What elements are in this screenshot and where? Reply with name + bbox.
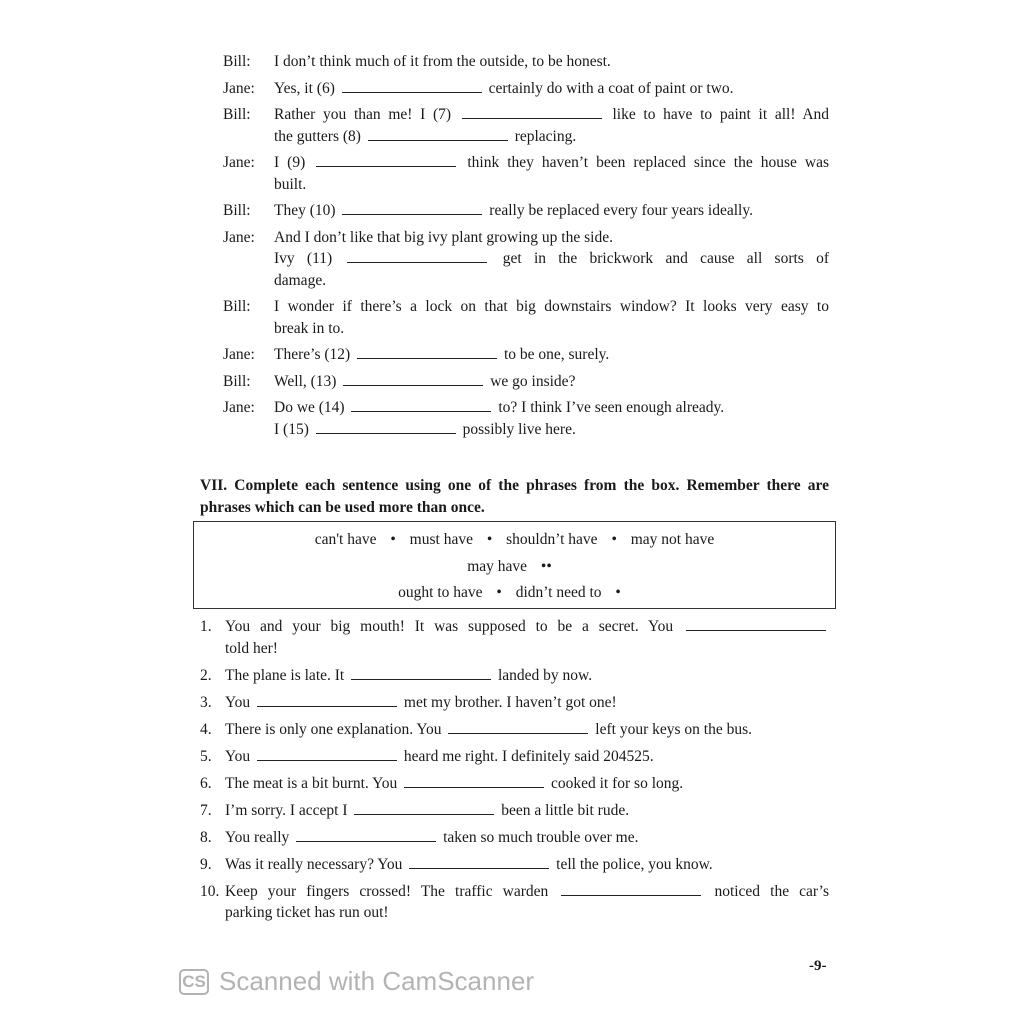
dialogue-text	[274, 51, 829, 73]
line-text: Was it really necessary? You	[225, 855, 403, 873]
speaker-name: Jane:	[223, 399, 255, 416]
line-text: Well, (13)	[274, 372, 337, 390]
item-text	[225, 665, 829, 687]
bullet: •	[496, 584, 502, 601]
line-text: I (15)	[274, 420, 309, 438]
bullet: •	[390, 531, 396, 548]
dialogue-entry	[223, 296, 829, 339]
speaker-name: Bill:	[223, 106, 251, 123]
item-number: 9.	[200, 855, 212, 873]
answer-blank[interactable]	[343, 373, 483, 386]
item-text	[225, 692, 829, 714]
bullet: ••	[540, 557, 552, 575]
line-text: like to have to paint it all! And	[612, 106, 830, 123]
speaker-name: Bill:	[223, 202, 251, 219]
dialogue-entry	[223, 200, 829, 222]
text-line	[274, 419, 829, 441]
answer-blank[interactable]	[409, 856, 549, 869]
line-text: the gutters (8)	[274, 127, 361, 145]
text-line	[274, 126, 829, 148]
dialogue-entry	[223, 78, 829, 100]
line-text: break in to.	[274, 319, 345, 337]
line-text: think they haven’t been replaced since the house was	[467, 154, 830, 171]
line-text: Keep your fingers crossed! The traffic warden	[225, 882, 549, 900]
text-line	[274, 397, 829, 419]
line-text: There’s (12)	[274, 346, 351, 363]
answer-blank[interactable]	[686, 618, 826, 631]
text-line	[274, 227, 829, 249]
text-line	[274, 174, 829, 196]
item-text	[225, 746, 829, 768]
speaker-name: Jane:	[223, 346, 255, 363]
line-text: told her!	[225, 639, 278, 657]
dialogue-entry	[223, 344, 829, 366]
text-line	[225, 773, 829, 795]
speaker-name: Bill:	[223, 372, 251, 390]
bullet: •	[615, 584, 621, 601]
answer-blank[interactable]	[257, 748, 397, 761]
text-line	[225, 827, 829, 849]
answer-blank[interactable]	[316, 421, 456, 434]
line-text: tell the police, you know.	[556, 855, 713, 873]
item-text	[225, 719, 829, 741]
answer-blank[interactable]	[404, 775, 544, 788]
item-number: 6.	[200, 774, 212, 792]
dialogue-text	[274, 78, 829, 100]
dialogue-text	[274, 152, 829, 195]
phrase-row	[194, 580, 835, 607]
line-text: taken so much trouble over me.	[443, 828, 639, 846]
text-line	[274, 51, 829, 73]
exercise-items	[200, 616, 829, 929]
answer-blank[interactable]	[347, 250, 487, 263]
dialogue	[223, 51, 829, 445]
text-line	[274, 78, 829, 100]
line-text: to be one, surely.	[503, 346, 610, 363]
dialogue-entry	[223, 227, 829, 292]
dialogue-text	[274, 371, 829, 393]
answer-blank[interactable]	[316, 154, 456, 167]
dialogue-entry	[223, 104, 829, 147]
speaker-name: Jane:	[223, 79, 255, 97]
exercise-item	[200, 827, 829, 849]
phrase-row	[194, 554, 835, 581]
exercise-item	[200, 773, 829, 795]
dialogue-text	[274, 104, 829, 147]
line-text: You and your big mouth! It was supposed to be a secret. You	[225, 618, 674, 635]
item-number: 1.	[200, 618, 212, 635]
exercise-item	[200, 854, 829, 876]
phrase-row	[194, 527, 835, 554]
line-text: replacing.	[514, 127, 577, 145]
line-text: really be replaced every four years ideally.	[489, 202, 753, 219]
text-line	[274, 200, 829, 222]
dialogue-entry	[223, 152, 829, 195]
bullet: •	[611, 531, 617, 548]
watermark-text: Scanned with CamScanner	[219, 966, 535, 996]
answer-blank[interactable]	[342, 80, 482, 93]
dialogue-text	[274, 200, 829, 222]
line-text: I don’t think much of it from the outside, to be honest.	[274, 53, 611, 70]
exercise-item	[200, 881, 829, 924]
text-line	[274, 104, 829, 126]
line-text: I (9)	[274, 154, 306, 171]
phrase-option: can't have	[314, 531, 377, 548]
item-number: 2.	[200, 666, 212, 684]
dialogue-text	[274, 296, 829, 339]
exercise-item	[200, 692, 829, 714]
item-number: 3.	[200, 693, 212, 711]
phrase-option: must have	[409, 531, 473, 548]
phrase-option: shouldn’t have	[506, 531, 598, 548]
answer-blank[interactable]	[351, 667, 491, 680]
line-text: we go inside?	[490, 372, 576, 390]
text-line	[225, 692, 829, 714]
answer-blank[interactable]	[296, 829, 436, 842]
answer-blank[interactable]	[342, 202, 482, 215]
text-line	[274, 371, 829, 393]
phrase-option: may have	[467, 557, 528, 575]
item-text	[225, 881, 829, 924]
text-line	[225, 665, 829, 687]
line-text: left your keys on the bus.	[595, 720, 752, 738]
text-line	[274, 318, 829, 340]
line-text: cooked it for so long.	[550, 774, 684, 792]
line-text: The plane is late. It	[225, 666, 345, 684]
line-text: I’m sorry. I accept I	[225, 801, 348, 819]
line-text: damage.	[274, 271, 327, 289]
text-line	[225, 719, 829, 741]
phrase-box	[193, 521, 836, 609]
item-text	[225, 827, 829, 849]
answer-blank[interactable]	[257, 694, 397, 707]
line-text: heard me right. I definitely said 204525.	[403, 747, 654, 765]
page-number: -9-	[809, 958, 827, 974]
line-text: You	[225, 747, 251, 765]
speaker-name: Bill:	[223, 298, 251, 315]
item-number: 4.	[200, 720, 212, 738]
exercise-item	[200, 665, 829, 687]
line-text: There is only one explanation. You	[225, 720, 442, 738]
text-line	[225, 616, 829, 638]
dialogue-text	[274, 227, 829, 292]
line-text: Rather you than me! I (7)	[274, 106, 452, 123]
line-text: built.	[274, 175, 307, 193]
line-text: possibly live here.	[462, 420, 576, 438]
answer-blank[interactable]	[368, 128, 508, 141]
speaker-name: Bill:	[223, 53, 251, 70]
item-number: 8.	[200, 828, 212, 846]
line-text: to? I think I’ve seen enough already.	[498, 399, 725, 416]
answer-blank[interactable]	[357, 346, 497, 359]
answer-blank[interactable]	[354, 802, 494, 815]
text-line	[274, 296, 829, 318]
text-line	[225, 902, 829, 924]
text-line	[225, 746, 829, 768]
camscanner-logo-icon: CS	[179, 969, 209, 995]
line-text: been a little bit rude.	[501, 801, 630, 819]
line-text: parking ticket has run out!	[225, 904, 389, 921]
line-text: met my brother. I haven’t got one!	[403, 693, 617, 711]
text-line	[225, 800, 829, 822]
line-text: noticed the car’s	[714, 882, 829, 900]
dialogue-text	[274, 397, 829, 440]
exercise-item	[200, 719, 829, 741]
item-number: 7.	[200, 801, 212, 819]
answer-blank[interactable]	[351, 399, 491, 412]
item-text	[225, 616, 829, 659]
item-text	[225, 800, 829, 822]
item-number: 10.	[200, 882, 220, 900]
line-text: And I don’t like that big ivy plant growing up the side.	[274, 228, 613, 246]
phrase-option: didn’t need to	[515, 584, 602, 601]
exercise-item	[200, 746, 829, 768]
exercise-item	[200, 616, 829, 659]
dialogue-entry	[223, 51, 829, 73]
text-line	[274, 270, 829, 292]
text-line	[274, 152, 829, 174]
text-line	[225, 638, 829, 660]
speaker-name: Jane:	[223, 228, 255, 246]
text-line	[225, 881, 829, 903]
camscanner-watermark	[179, 966, 534, 997]
line-text: Yes, it (6)	[274, 79, 335, 97]
line-text: The meat is a bit burnt. You	[225, 774, 398, 792]
line-text: You really	[225, 828, 290, 846]
line-text: certainly do with a coat of paint or two.	[488, 79, 734, 97]
speaker-name: Jane:	[223, 154, 255, 171]
phrase-option: ought to have	[398, 584, 483, 601]
line-text: They (10)	[274, 202, 336, 219]
dialogue-entry	[223, 397, 829, 440]
answer-blank[interactable]	[448, 721, 588, 734]
text-line	[274, 344, 829, 366]
text-line	[274, 248, 829, 270]
dialogue-entry	[223, 371, 829, 393]
answer-blank[interactable]	[561, 883, 701, 896]
exercise-item	[200, 800, 829, 822]
item-text	[225, 773, 829, 795]
item-number: 5.	[200, 747, 212, 765]
exercise-heading: VII. Complete each sentence using one of the phrases from the box. Remember there are phrases which can be used more than once.	[200, 477, 829, 516]
bullet: •	[486, 531, 493, 548]
line-text: landed by now.	[497, 666, 593, 684]
line-text: get in the brickwork and cause all sorts of	[502, 250, 830, 267]
line-text: Do we (14)	[274, 399, 345, 416]
line-text: You	[225, 693, 251, 711]
answer-blank[interactable]	[462, 106, 602, 119]
dialogue-text	[274, 344, 829, 366]
item-text	[225, 854, 829, 876]
phrase-option: may not have	[630, 531, 715, 548]
line-text: Ivy (11)	[274, 250, 333, 267]
text-line	[225, 854, 829, 876]
line-text: I wonder if there’s a lock on that big downstairs window? It looks very easy to	[274, 298, 829, 315]
